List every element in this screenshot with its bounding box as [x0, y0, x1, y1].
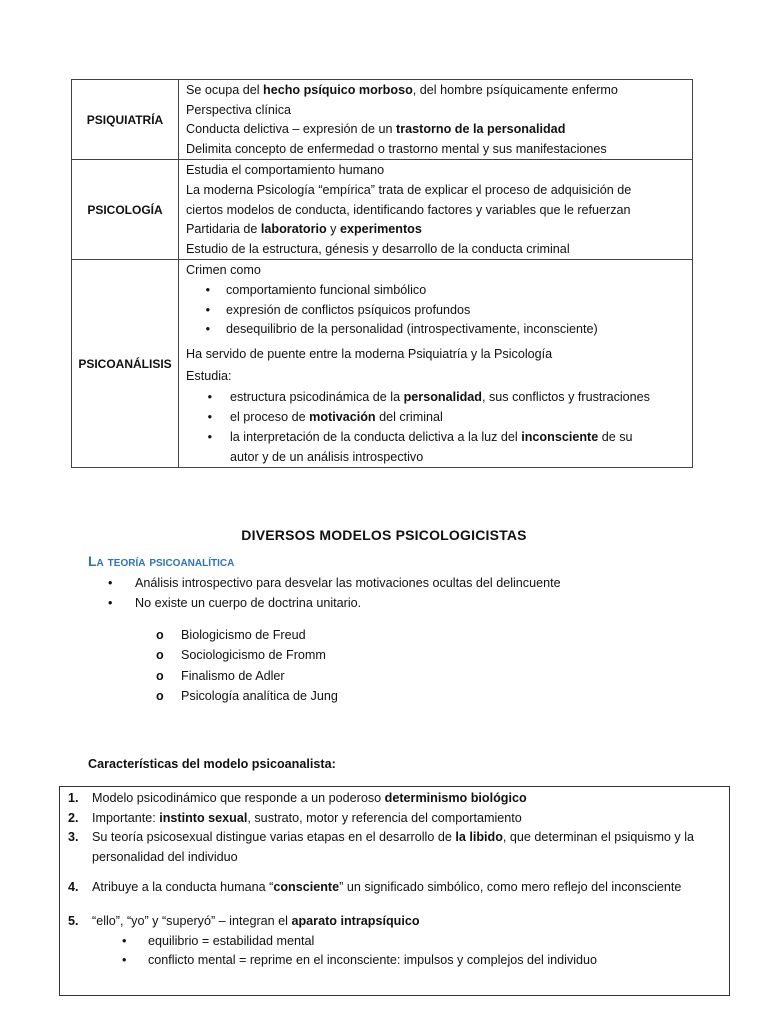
row-header: PSIQUIATRÍA [72, 80, 179, 160]
bullet-icon: • [205, 302, 210, 317]
bullet-icon: • [207, 429, 212, 444]
comparison-table [71, 79, 693, 468]
bullet-icon: • [108, 576, 113, 590]
list-item-text: Biologicismo de Freud [181, 628, 306, 642]
rich-line: la interpretación de la conducta delictiva a la luz del inconsciente de su autor y de un análisis introspectivo [230, 429, 633, 464]
rich-line: Estudia el comportamiento humano [186, 163, 385, 178]
circle-bullet-icon: o [156, 648, 164, 663]
rich-line: Modelo psicodinámico que responde a un poderoso determinismo biológico [92, 791, 527, 805]
rich-line: Partidaria de laboratorio y experimentos [186, 222, 422, 237]
circle-bullet-icon: o [156, 628, 164, 642]
list-item-text: Análisis introspectivo para desvelar las motivaciones ocultas del delincuente [135, 576, 561, 590]
list-item [186, 387, 686, 407]
list-item-text: Sociologicismo de Fromm [181, 648, 326, 663]
row-content [179, 160, 693, 260]
theory-bullet-list [108, 574, 561, 613]
rich-line: Delimita concepto de enfermedad o trastorno mental y sus manifestaciones [186, 141, 607, 156]
crimen-intro: Crimen como [186, 263, 261, 278]
section-title: DIVERSOS MODELOS PSICOLOGICISTAS [241, 527, 527, 543]
list-item-text: conflicto mental = reprime en el inconsciente: impulsos y complejos del individuo [148, 953, 598, 968]
numbered-item [60, 878, 729, 898]
rich-line: expresión de conflictos psíquicos profundos [226, 302, 471, 317]
bullet-icon: • [122, 953, 127, 968]
rich-line: Se ocupa del hecho psíquico morboso, del hombre psíquicamente enfermo [186, 83, 618, 97]
list-item-text: Psicología analítica de Jung [181, 689, 338, 704]
table-row-psicoanalisis [72, 260, 693, 468]
rich-line: Importante: instinto sexual, sustrato, motor y referencia del comportamiento [92, 810, 522, 825]
list-item [186, 427, 686, 467]
list-item [156, 686, 338, 706]
bullet-icon: • [108, 595, 113, 610]
rich-line: Conducta delictiva – expresión de un trastorno de la personalidad [186, 122, 566, 137]
circle-bullet-icon: o [156, 668, 164, 683]
table-row-psicologia [72, 160, 693, 260]
list-item [186, 320, 686, 340]
row-header: PSICOLOGÍA [72, 160, 179, 260]
bullet-icon: • [205, 282, 210, 297]
rich-line: “ello”, “yo” y “superyó” – integran el aparato intrapsíquico [92, 913, 420, 928]
rich-line: Perspectiva clínica [186, 102, 291, 117]
rich-line: Atribuye a la conducta humana “consciente” un significado simbólico, como mero reflejo del inconsciente [92, 880, 682, 895]
list-item [60, 932, 729, 952]
studies-label: Estudia: [186, 369, 232, 384]
numbered-item [60, 789, 729, 809]
table-row-psiquiatria [72, 80, 693, 160]
rich-line: Estudio de la estructura, génesis y desarrollo de la conducta criminal [186, 241, 570, 256]
item-number: 3. [68, 830, 79, 845]
item-number: 5. [68, 913, 79, 928]
list-item [186, 407, 686, 427]
numbered-item [60, 809, 729, 829]
row-content [179, 260, 693, 468]
row-content [179, 80, 693, 160]
bullet-icon: • [205, 322, 210, 337]
rich-line: Su teoría psicosexual distingue varias etapas en el desarrollo de la libido, que determinan el psiquismo y la personalidad del individuo [92, 830, 695, 864]
schools-list [156, 625, 338, 707]
numbered-item [60, 828, 729, 867]
bullet-icon: • [122, 933, 127, 948]
item-number: 4. [68, 880, 79, 895]
rich-line: desequilibrio de la personalidad (introspectivamente, inconsciente) [226, 322, 598, 337]
list-item [156, 645, 338, 665]
characteristics-title: Características del modelo psicoanalista: [88, 757, 336, 771]
row-header: PSICOANÁLISIS [72, 260, 179, 468]
rich-line: comportamiento funcional simbólico [226, 282, 427, 297]
list-item [60, 951, 729, 971]
list-item-text: Finalismo de Adler [181, 668, 285, 683]
list-item-text: No existe un cuerpo de doctrina unitario. [135, 595, 362, 610]
rich-line: La moderna Psicología “empírica” trata de explicar el proceso de adquisición de [186, 182, 632, 197]
list-item [108, 594, 561, 614]
subsection-title: La teoría psicoanalítica [88, 553, 235, 569]
list-item [156, 625, 338, 645]
bullet-icon: • [207, 389, 212, 404]
list-item [186, 281, 686, 301]
list-item-text: equilibrio = estabilidad mental [148, 933, 315, 948]
item-number: 1. [68, 791, 79, 805]
bridge-text: Ha servido de puente entre la moderna Psiquiatría y la Psicología [186, 346, 553, 361]
rich-line: ciertos modelos de conducta, identificando factores y variables que le refuerzan [186, 202, 631, 217]
list-item [186, 301, 686, 321]
item-number: 2. [68, 810, 79, 825]
numbered-item [60, 912, 729, 932]
list-item [108, 574, 561, 594]
rich-line: estructura psicodinámica de la personalidad, sus conflictos y frustraciones [230, 389, 650, 404]
circle-bullet-icon: o [156, 689, 164, 704]
characteristics-box [59, 786, 730, 996]
list-item [156, 666, 338, 686]
rich-line: el proceso de motivación del criminal [230, 409, 443, 424]
bullet-icon: • [207, 409, 212, 424]
